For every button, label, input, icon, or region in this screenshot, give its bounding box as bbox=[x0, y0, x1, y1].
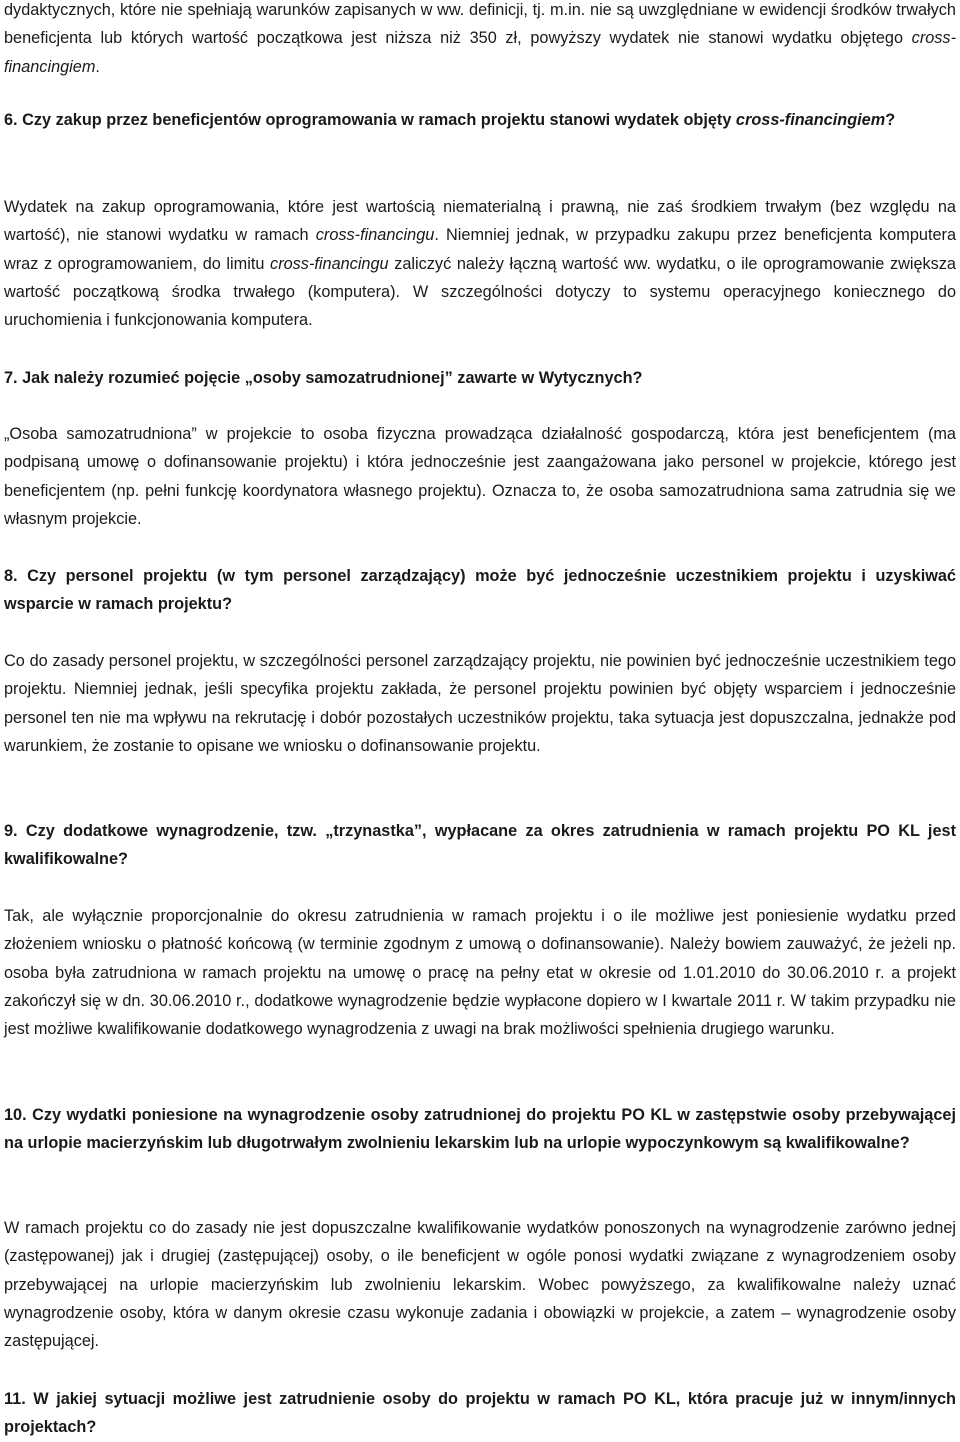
intro-paragraph bbox=[4, 0, 956, 81]
question-9: 9. Czy dodatkowe wynagrodzenie, tzw. „trzynastka”, wypłacane za okres zatrudnienia w ramach projektu PO KL jest kwalifikowalne? bbox=[4, 822, 956, 869]
answer-7: „Osoba samozatrudniona” w projekcie to osoba fizyczna prowadząca działalność gospodarczą, która jest beneficjentem (ma podpisaną umowę o dofinansowanie projektu) i która jednocześnie jest zaangażowana jako personel w projekcie, którego jest beneficjentem (np. pełni funkcję koordynatora własnego projektu). Oznacza to, że osoba samozatrudniona sama zatrudnia się we własnym projekcie. bbox=[4, 425, 956, 528]
q6-text-a: 6. Czy zakup przez beneficjentów oprogramowania w ramach projektu stanowi wydatek objęty bbox=[4, 111, 736, 129]
a6-text-c: . Niemniej jednak, w przypadku zakupu przez beneficjenta komputera wraz z oprogramowaniem, do limitu bbox=[4, 226, 956, 273]
answer-8: Co do zasady personel projektu, w szczególności personel zarządzający projektu, nie powinien być jednocześnie uczestnikiem tego projektu. Niemniej jednak, jeśli specyfika projektu zakłada, że personel projektu powinien być objęty wsparciem i jednocześnie personel ten nie ma wpływu na rekrutację i dobór pozostałych uczestników projektu, taka sytuacja jest dopuszczalna, jednakże pod warunkiem, że zostanie to opisane we wniosku o dofinansowanie projektu. bbox=[4, 652, 956, 755]
a6-text-d: cross-financingu bbox=[270, 254, 389, 273]
answer-10: W ramach projektu co do zasady nie jest dopuszczalne kwalifikowanie wydatków ponoszonych na wynagrodzenie zarówno jednej (zastępowanej) jak i drugiej (zastępującej) osoby, o ile beneficjent w ogóle ponosi wydatki związane z wynagrodzeniem osoby przebywającej na urlopie macierzyńskim lub zwolnieniu lekarskim. Wobec powyższego, za kwalifikowalne należy uznać wynagrodzenie osoby, która w danym okresie czasu wykonuje zadania i obowiązki w projekcie, a zatem – wynagrodzenie osoby zastępującej. bbox=[4, 1219, 956, 1351]
question-10: 10. Czy wydatki poniesione na wynagrodzenie osoby zatrudnionej do projektu PO KL w zastępstwie osoby przebywającej na urlopie macierzyńskim lub długotrwałym zwolnieniu lekarskim lub na urlopie wypoczynkowym są kwalifikowalne? bbox=[4, 1106, 956, 1153]
q6-text-c: ? bbox=[885, 111, 896, 129]
question-7: 7. Jak należy rozumieć pojęcie „osoby samozatrudnionej” zawarte w Wytycznych? bbox=[4, 369, 643, 387]
question-8: 8. Czy personel projektu (w tym personel zarządzający) może być jednocześnie uczestnikiem projektu i uzyskiwać wsparcie w ramach projektu? bbox=[4, 567, 956, 614]
a6-text-a: Wydatek na zakup oprogramowania, które jest wartością niematerialną i prawną, nie zaś środkiem trwałym (bez względu na wartość), nie stanowi wydatku w ramach bbox=[4, 198, 956, 245]
answer-9: Tak, ale wyłącznie proporcjonalnie do okresu zatrudnienia w ramach projektu i o ile możliwe jest poniesienie wydatku przed złożeniem wniosku o płatność końcową (w terminie zgodnym z umową o dofinansowanie). Należy bowiem zauważyć, że jeżeli np. osoba była zatrudniona w ramach projektu na umowę o pracę na pełny etat w okresie od 1.01.2010 do 30.06.2010 r. a projekt zakończył się w dn. 30.06.2010 r., dodatkowe wynagrodzenie będzie wypłacone dopiero w I kwartale 2011 r. W takim przypadku nie jest możliwe kwalifikowanie dodatkowego wynagrodzenia z uwagi na brak możliwości spełnienia drugiego warunku. bbox=[4, 907, 956, 1039]
question-11: 11. W jakiej sytuacji możliwe jest zatrudnienie osoby do projektu w ramach PO KL, która pracuje już w innym/innych projektach? bbox=[4, 1390, 956, 1437]
question-6 bbox=[4, 106, 956, 134]
a6-text-b: cross-financingu bbox=[315, 226, 435, 245]
intro-text-b: cross-financingiem bbox=[4, 29, 956, 76]
answer-6 bbox=[4, 193, 956, 334]
q6-text-b: cross-financingiem bbox=[735, 111, 886, 129]
a6-text-e: zaliczyć należy łączną wartość ww. wydatku, o ile oprogramowanie zwiększa wartość początkową środka trwałego (komputera). W szczególności dotyczy to systemu operacyjnego koniecznego do uruchomienia i funkcjonowania komputera. bbox=[4, 254, 956, 330]
intro-text-a: dydaktycznych, które nie spełniają warunków zapisanych w ww. definicji, tj. m.in. nie są uwzględniane w ewidencji środków trwałych beneficjenta lub których wartość początkowa jest niższa niż 350 zł, powyższy wydatek nie stanowi wydatku objętego bbox=[4, 1, 956, 48]
intro-text-c: . bbox=[95, 57, 100, 76]
